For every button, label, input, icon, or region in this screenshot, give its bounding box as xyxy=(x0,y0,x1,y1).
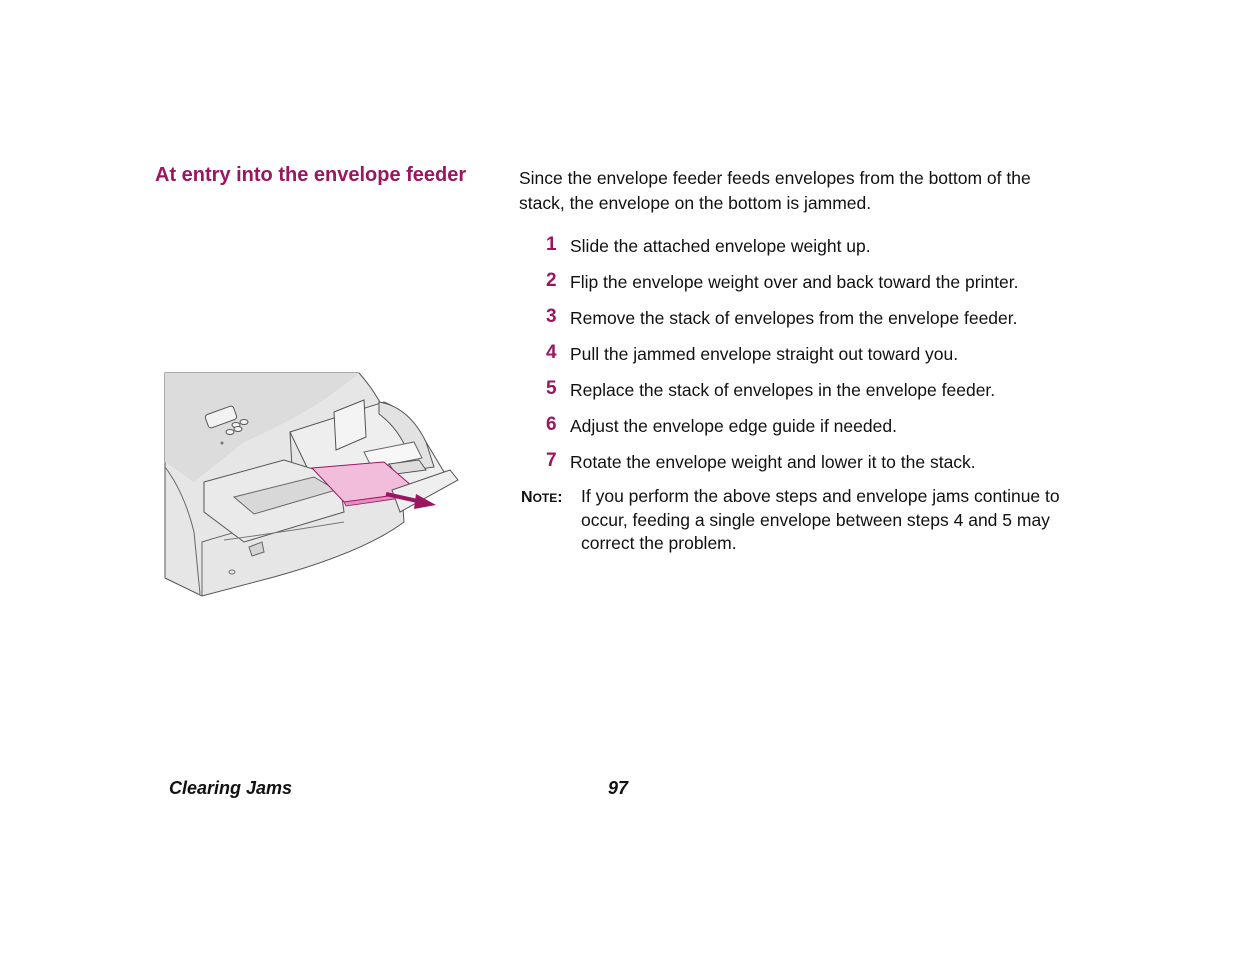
step-text: Pull the jammed envelope straight out toward you. xyxy=(570,344,959,364)
note-text: If you perform the above steps and envelope jams continue to occur, feeding a single envelope between steps 4 and 5 may correct the problem. xyxy=(581,486,1060,553)
page-number: 97 xyxy=(608,778,629,798)
step-number: 2 xyxy=(546,270,557,291)
section-title: At entry into the envelope feeder xyxy=(155,164,467,186)
step-number: 6 xyxy=(546,414,557,435)
step-text: Flip the envelope weight over and back toward the printer. xyxy=(570,272,1019,292)
intro-paragraph: Since the envelope feeder feeds envelopes from the bottom of the stack, the envelope on the bottom is jammed. xyxy=(519,168,1031,213)
step-text: Replace the stack of envelopes in the envelope feeder. xyxy=(570,380,996,400)
note-label: NOTE: xyxy=(521,489,563,506)
printer-envelope-feeder-illustration xyxy=(164,372,464,598)
step-text: Remove the stack of envelopes from the envelope feeder. xyxy=(570,308,1018,328)
step-number: 3 xyxy=(546,306,557,327)
step-number: 7 xyxy=(546,450,557,471)
step-number: 4 xyxy=(546,342,557,363)
step-text: Slide the attached envelope weight up. xyxy=(570,236,871,256)
step-number: 1 xyxy=(546,234,557,255)
step-text: Adjust the envelope edge guide if needed. xyxy=(570,416,897,436)
footer-chapter-title: Clearing Jams xyxy=(169,778,293,798)
step-text: Rotate the envelope weight and lower it to the stack. xyxy=(570,452,976,472)
step-number: 5 xyxy=(546,378,557,399)
